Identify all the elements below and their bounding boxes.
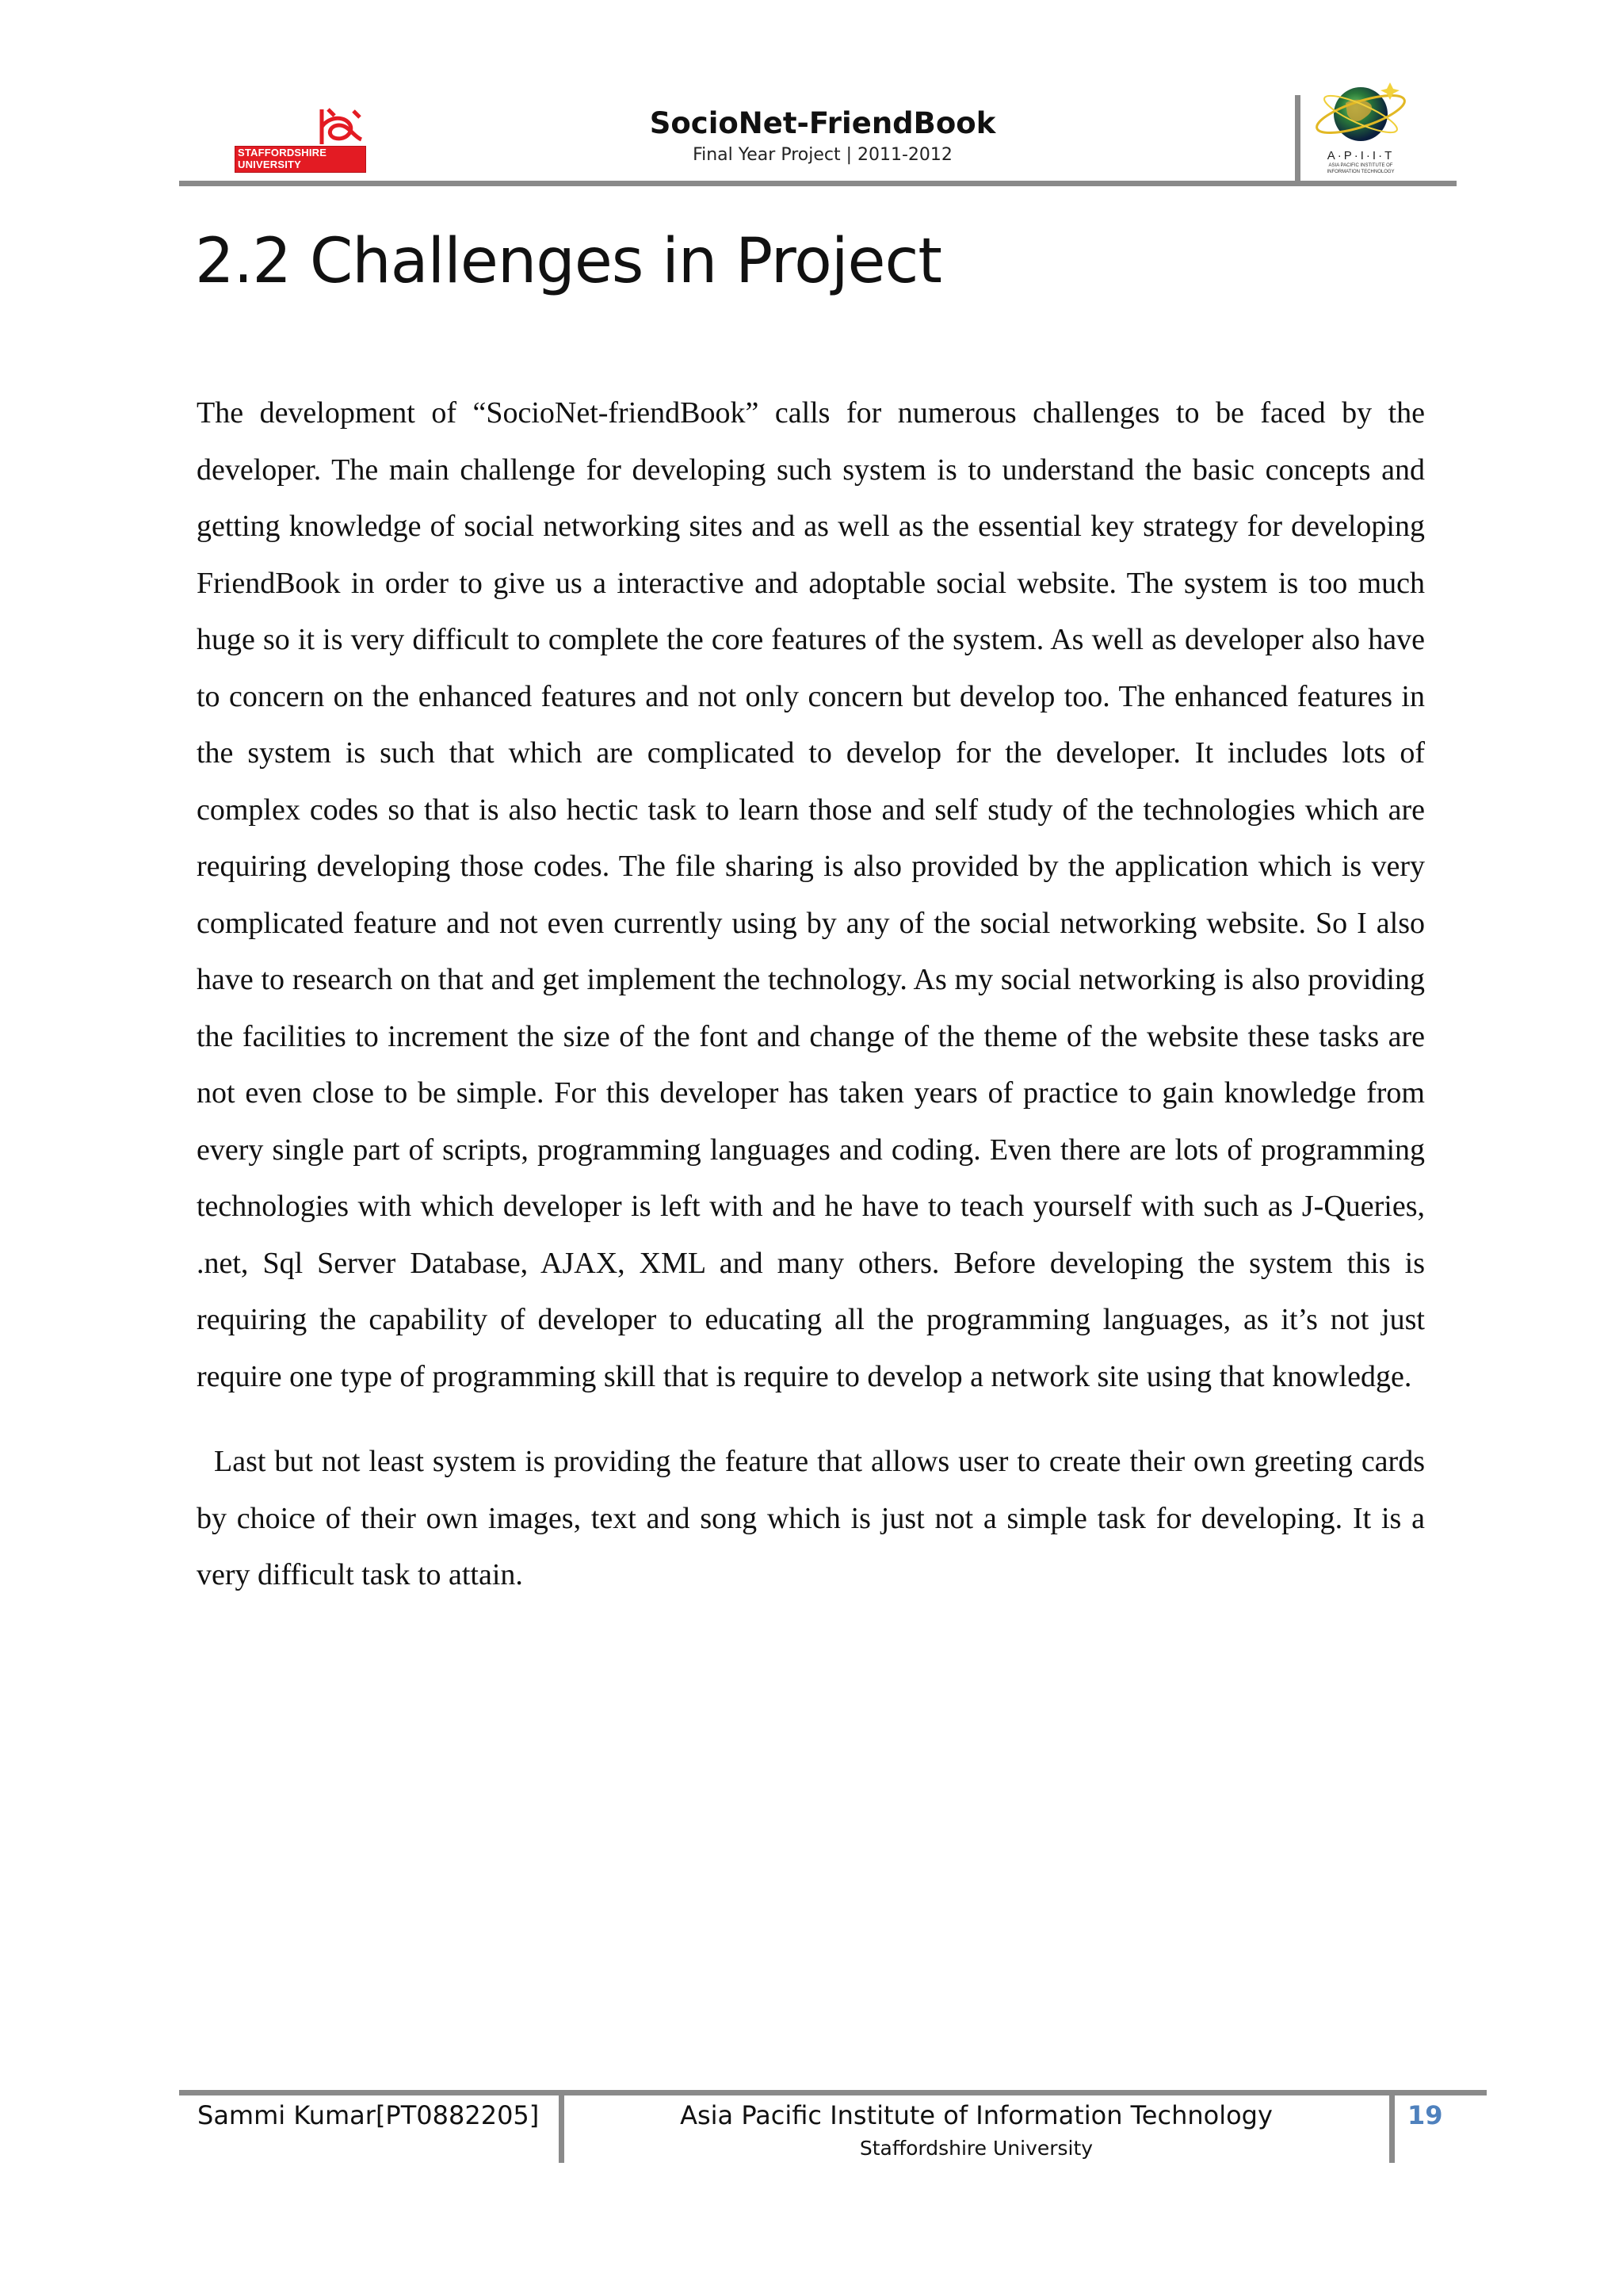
staffordshire-university-logo [235, 105, 366, 173]
footer-divider-right [1389, 2090, 1395, 2163]
apiit-subtitle-line2: INFORMATION TECHNOLOGY [1327, 170, 1395, 174]
footer-institute: Asia Pacific Institute of Information Technology [680, 2100, 1273, 2130]
staffordshire-knot-icon [235, 105, 366, 146]
footer-rule [179, 2090, 1487, 2095]
header-rule [179, 181, 1457, 186]
globe-icon [1308, 74, 1414, 151]
body-paragraph-1: The development of “SocioNet-friendBook” calls for numerous challenges to be faced by the developer. The main challenge for developing such system is to understand the basic concepts and getting knowledge of social networking sites and as well as the essential key strategy for developing FriendBook in order to give us a interactive and adoptable social website. The system is too much huge so it is very difficult to complete the core features of the system. As well as developer also have to concern on the enhanced features and not only concern but develop too. The enhanced features in the system is such that which are complicated to develop for the developer. It includes lots of complex codes so that is also hectic task to learn those and self study of the technologies which are requiring developing those codes. The file sharing is also provided by the application which is very complicated feature and not even currently using by any of the social networking website. So I also have to research on that and get implement the technology. As my social networking is also providing the facilities to increment the size of the font and change of the theme of the website these tasks are not even close to be simple. For this developer has taken years of practice to gain knowledge from every single part of scripts, programming languages and coding. Even there are lots of programming technologies with which developer is left with and he have to teach yourself with such as J-Queries, .net, Sql Server Database, AJAX, XML and many others. Before developing the system this is requiring the capability of developer to educating all the programming languages, as it’s not just require one type of programming skill that is require to develop a network site using that knowledge. [197, 396, 1425, 1393]
document-subtitle: Final Year Project | 2011-2012 [693, 145, 953, 165]
logo-text-university: UNIVERSITY [238, 159, 302, 170]
page-number: 19 [1407, 2100, 1443, 2130]
header-divider [1295, 95, 1300, 181]
apiit-subtitle-line1: ASIA PACIFIC INSTITUTE OF [1328, 163, 1393, 168]
footer-divider-left [559, 2090, 564, 2163]
section-heading: 2.2 Challenges in Project [195, 226, 942, 297]
apiit-name: A·P·I·I·T [1327, 149, 1395, 162]
apiit-logo [1308, 74, 1414, 178]
document-title: SocioNet-FriendBook [649, 106, 996, 140]
section-body [197, 385, 1425, 1604]
body-paragraph-2: Last but not least system is providing the feature that allows user to create their own greeting cards by choice of their own images, text and song which is just not a simple task for developing. It is a very difficult task to attain. [197, 1445, 1425, 1591]
footer-author: Sammi Kumar[PT0882205] [197, 2100, 540, 2130]
footer-university: Staffordshire University [859, 2137, 1094, 2160]
logo-text-staffordshire: STAFFORDSHIRE [238, 147, 327, 159]
